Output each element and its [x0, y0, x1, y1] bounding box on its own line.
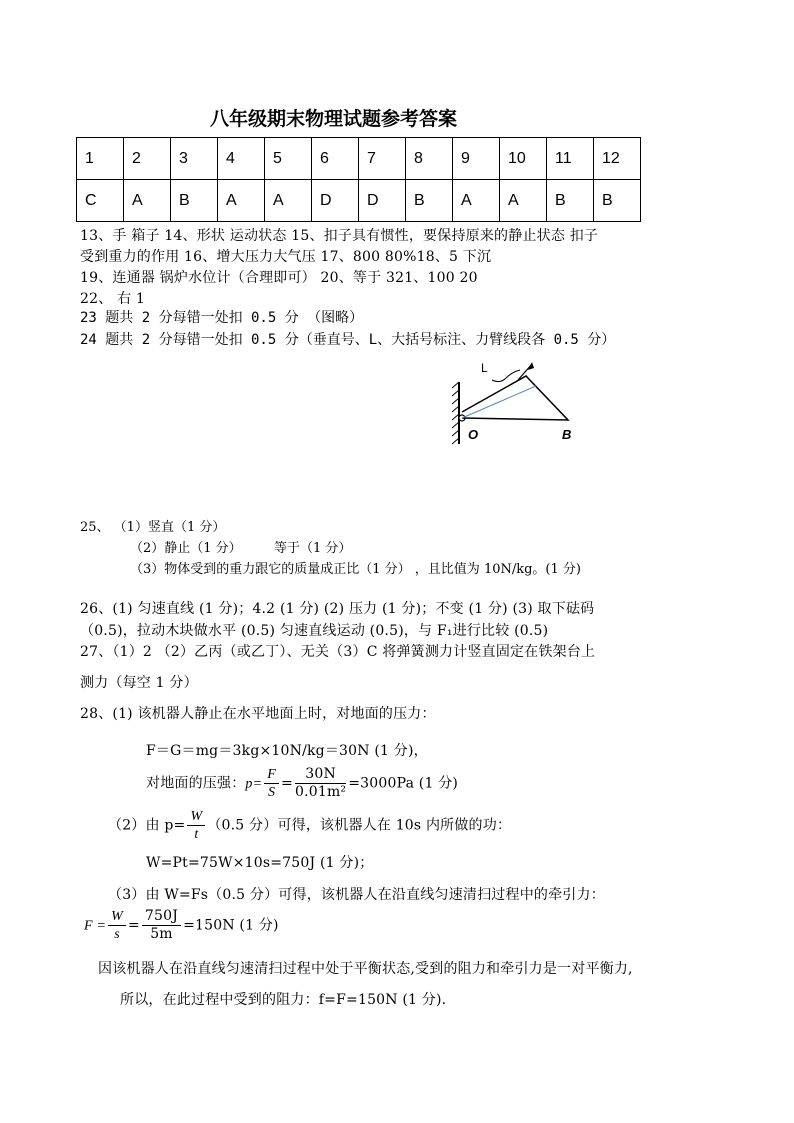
arrow-head-icon — [528, 362, 534, 370]
table-cell: 2 — [124, 138, 171, 180]
table-cell: 9 — [453, 138, 500, 180]
page-title: 八年级期末物理试题参考答案 — [210, 108, 458, 130]
q28-part3: （3）由 W=Fs（0.5 分）可得，该机器人在沿直线匀速清扫过程中的牵引力： — [108, 887, 605, 903]
q27-line-2: 测力（每空 1 分） — [80, 675, 198, 691]
fraction-numerator: 30N — [295, 766, 346, 784]
answer-line-23: 23 题共 2 分每错一处扣 0.5 分 （图略） — [80, 310, 364, 326]
q25-line-2a: （2）静止（1 分） — [130, 541, 242, 556]
table-cell: 11 — [547, 138, 594, 180]
table-cell: 3 — [171, 138, 218, 180]
table-row-answers — [77, 180, 641, 222]
table-cell: B — [547, 180, 594, 222]
table-cell: 10 — [500, 138, 547, 180]
answer-line-19: 19、连通器 锅炉水位计（合理即可） 20、等于 321、100 20 — [80, 270, 478, 286]
fraction-denominator: 5m — [150, 926, 173, 942]
table-cell: 12 — [594, 138, 641, 180]
table-cell: A — [500, 180, 547, 222]
q28-traction-equation: F = $\frac{W}{s}$ = $\frac{750J}{5m}$ =150N (1 分) — [84, 908, 279, 942]
q28-conclusion-2: 所以，在此过程中受到的阻力：f=F=150N (1 分). — [120, 992, 447, 1008]
table-cell: 8 — [406, 138, 453, 180]
table-cell: A — [265, 180, 312, 222]
table-cell: 5 — [265, 138, 312, 180]
lever-triangle — [462, 376, 568, 420]
fraction-denominator: 0.01m² — [294, 784, 347, 800]
fraction-numerator: 750J — [142, 908, 181, 926]
q26-line-1: 26、(1) 匀速直线 (1 分)；4.2 (1 分) (2) 压力 (1 分)；不变 (1 分) (3) 取下砝码 — [80, 601, 595, 617]
table-row-numbers — [77, 138, 641, 180]
fraction-numerator: W — [187, 808, 205, 826]
fraction-f-over-s — [264, 766, 279, 801]
pressure-result: =3000Pa (1 分) — [348, 775, 459, 792]
answer-line-13: 13、手 箱子 14、形状 运动状态 15、扣子具有惯性，要保持原来的静止状态 扣子 — [80, 228, 599, 244]
fraction-denominator: s — [114, 927, 120, 942]
q27-line-1: 27、（1）2 （2）乙丙（或乙丁）、无关（3）C 将弹簧测力计竖直固定在铁架台上 — [80, 644, 596, 660]
answer-line-22: 22、 右 1 — [80, 291, 146, 307]
fraction-w-over-t — [187, 808, 205, 843]
fraction-750j-over-5m — [142, 908, 181, 943]
fraction-denominator: t — [194, 827, 199, 842]
label-o: O — [468, 427, 479, 442]
table-cell: B — [171, 180, 218, 222]
q28-conclusion-1: 因该机器人在沿直线匀速清扫过程中处于平衡状态,受到的阻力和牵引力是一对平衡力, — [98, 961, 633, 977]
table-cell: A — [218, 180, 265, 222]
answer-table — [76, 137, 641, 222]
q25-line-1: 25、 （1）竖直（1 分） — [80, 520, 226, 535]
q25-line-3: （3）物体受到的重力跟它的质量成正比（1 分） ，且比值为 10N/kg。(1 分) — [130, 562, 581, 577]
fraction-denominator: S — [268, 785, 276, 800]
q28-pressure-equation: 对地面的压强：p= $\frac{F}{S}$ = $\frac{30N}{\text{0.01m²}}$ =3000Pa (1 分) — [146, 766, 459, 800]
answer-line-24: 24 题共 2 分每错一处扣 0.5 分（垂直号、L、大括号标注、力臂线段各 0.5 分） — [80, 332, 616, 348]
q28-work-equation: W=Pt=75W×10s=750J (1 分)； — [146, 855, 374, 871]
brace-mark — [492, 370, 520, 382]
table-cell: A — [453, 180, 500, 222]
label-l: L — [481, 361, 488, 375]
fraction-30n-over-area — [295, 766, 346, 801]
traction-f: F = — [84, 918, 107, 934]
table-cell: A — [124, 180, 171, 222]
table-cell: 7 — [359, 138, 406, 180]
table-cell: D — [312, 180, 359, 222]
part2-suffix: （0.5 分）可得，该机器人在 10s 内所做的功： — [207, 817, 512, 834]
q28-intro: 28、(1) 该机器人静止在水平地面上时，对地面的压力： — [80, 706, 436, 722]
table-cell: 1 — [77, 138, 124, 180]
part2-prefix: （2）由 p= — [108, 817, 186, 834]
fraction-numerator: F — [264, 766, 279, 784]
traction-result: =150N (1 分) — [183, 917, 279, 934]
fraction-w-over-s — [108, 908, 126, 943]
table-cell: D — [359, 180, 406, 222]
label-b: B — [562, 427, 572, 442]
table-cell: C — [77, 180, 124, 222]
q25-line-2b: 等于（1 分） — [274, 541, 352, 556]
table-cell: B — [406, 180, 453, 222]
pressure-label: 对地面的压强： — [146, 775, 246, 792]
q28-force-equation: F＝G＝mg＝3kg×10N/kg＝30N (1 分)， — [146, 743, 428, 759]
pressure-p: p= — [245, 776, 263, 792]
wall-hatching — [452, 382, 459, 444]
table-cell: B — [594, 180, 641, 222]
table-cell: 6 — [312, 138, 359, 180]
answer-line-13-cont: 受到重力的作用 16、增大压力大气压 17、800 80%18、5 下沉 — [80, 249, 492, 265]
table-cell: 4 — [218, 138, 265, 180]
q28-part2 — [108, 808, 511, 843]
lever-diagram — [448, 352, 588, 452]
q26-line-2: （0.5)，拉动木块做水平 (0.5) 匀速直线运动 (0.5)，与 F₁进行比较 (0.5) — [80, 623, 549, 639]
fraction-numerator: W — [108, 908, 126, 926]
